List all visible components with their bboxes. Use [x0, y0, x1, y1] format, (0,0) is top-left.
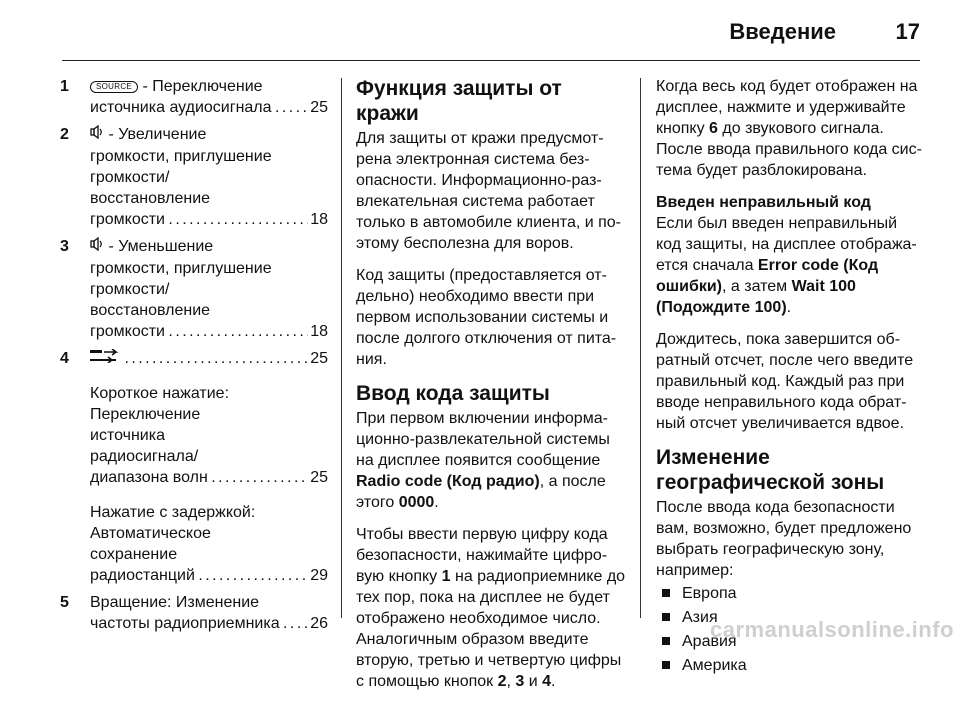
item-number: 2	[60, 126, 69, 143]
page-title: Введение	[729, 19, 836, 44]
page-ref: 26	[310, 615, 328, 633]
section-heading: Изменение географической зоны	[656, 446, 885, 494]
item-text: восстановление	[90, 302, 211, 319]
page-ref: 18	[310, 323, 328, 340]
item-number: 3	[60, 238, 69, 255]
column-divider-1	[341, 78, 342, 618]
paragraph: Чтобы ввести первую цифру кода безопасности, нажимайте цифро-вую кнопку 1 на радиоприемнике до тех пор, пока на дисплее не будет отображено необходимое число. Аналогичным образом введите вторую, третью и четвертую цифры с помощью кнопок 2, 3 и 4.	[356, 526, 626, 690]
paragraph: При первом включении информа-ционно-развлекательной системы на дисплее появится сообщение Radio code (Код радио), а после этого 0000.	[356, 410, 610, 511]
toc-entry	[90, 348, 328, 369]
toc-entry	[90, 97, 328, 118]
item-text: - Уменьшение	[108, 238, 214, 256]
item-text: частоты радиоприемника . . .	[90, 613, 308, 634]
toc-entry	[90, 613, 328, 634]
paragraph: Когда весь код будет отображен на дисплее, нажмите и удерживайте кнопку 6 до звукового сигнала. После ввода правильного кода сис-тема будет разблокирована.	[656, 78, 922, 179]
toc-entry	[90, 209, 328, 230]
item-number: 1	[60, 78, 69, 95]
paragraph: Код защиты (предоставляется от-дельно) необходимо ввести при первом использовании системы и после долгого отключения от пита-ния.	[356, 267, 617, 368]
toc-entry	[90, 321, 328, 342]
item-text: радиосигнала/	[90, 448, 199, 466]
volume-icon	[90, 124, 104, 146]
short-press-block	[90, 383, 328, 488]
item-text: восстановление	[90, 190, 211, 207]
code-entry-section	[656, 76, 924, 679]
paragraph: После ввода кода безопасности вам, возможно, будет предложено выбрать географическую зону, например:	[656, 499, 912, 579]
volume-icon	[90, 236, 104, 258]
list-item	[58, 348, 328, 586]
list-item	[58, 592, 328, 634]
subsection-heading: Введен неправильный код	[656, 194, 871, 211]
item-text: диапазона волн . . .	[90, 467, 308, 488]
item-text: громкости, приглушение	[90, 148, 272, 165]
toc-entry	[90, 565, 328, 586]
controls-list	[58, 76, 328, 640]
item-text: сохранение	[90, 546, 178, 564]
list-item: Америка	[656, 655, 924, 676]
anti-theft-section	[356, 76, 626, 703]
page-ref: 29	[310, 567, 328, 585]
item-text: Короткое нажатие:	[90, 385, 230, 403]
page-number: 17	[895, 19, 920, 44]
long-press-block	[90, 502, 328, 586]
item-text: радиостанций . . .	[90, 565, 308, 586]
section-heading: Ввод кода защиты	[356, 382, 550, 405]
page-ref: 18	[310, 211, 328, 228]
header-divider	[62, 60, 920, 61]
item-text: громкости, приглушение	[90, 260, 272, 277]
page-ref: 25	[310, 469, 328, 487]
band-switch-icon	[90, 348, 120, 369]
source-button-icon: SOURCE	[90, 81, 138, 93]
item-text: Автоматическое	[90, 525, 211, 543]
paragraph: Для защиты от кражи предусмот-рена электронная система без-опасности. Информационно-раз-влекательная система работает только в автомобиле клиента, и по-этому бесполезна для воров.	[356, 130, 622, 252]
item-text: - Увеличение	[108, 126, 207, 144]
paragraph: Если был введен неправильный код защиты, на дисплее отобража-ется сначала Error code (Код ошибки), а затем Wait 100 (Подождите 100).	[656, 215, 917, 316]
list-item: Аравия	[656, 631, 924, 652]
page-ref: 25	[310, 99, 328, 116]
toc-entry	[90, 467, 328, 488]
item-number: 5	[60, 594, 69, 612]
item-text: громкости . . .	[90, 321, 308, 342]
item-text: громкости/	[90, 281, 170, 298]
item-text: Нажатие с задержкой:	[90, 504, 256, 522]
list-item: Азия	[656, 607, 924, 628]
page-ref: 25	[310, 350, 328, 368]
item-text: Вращение: Изменение	[90, 594, 260, 612]
paragraph: Дождитесь, пока завершится об-ратный отсчет, после чего введите правильный код. Каждый раз при вводе неправильного кода обрат-ный отсчет увеличивается вдвое.	[656, 331, 914, 432]
column-divider-2	[640, 78, 641, 618]
item-text: источника	[90, 427, 165, 445]
item-text: громкости/	[90, 169, 170, 186]
list-item	[58, 236, 328, 342]
item-number: 4	[60, 350, 69, 367]
item-text: источника аудиосигнала . . .	[90, 97, 308, 118]
section-heading: Функция защиты от кражи	[356, 77, 562, 125]
list-item: Европа	[656, 583, 924, 604]
item-text: громкости . . .	[90, 209, 308, 230]
item-text: - Переключение	[142, 78, 263, 95]
watermark: carmanualsonline.info	[710, 617, 954, 642]
item-text: Переключение	[90, 406, 201, 424]
list-item	[58, 124, 328, 230]
list-item	[58, 76, 328, 118]
band-switch-row	[90, 348, 308, 369]
page-header	[0, 0, 960, 60]
